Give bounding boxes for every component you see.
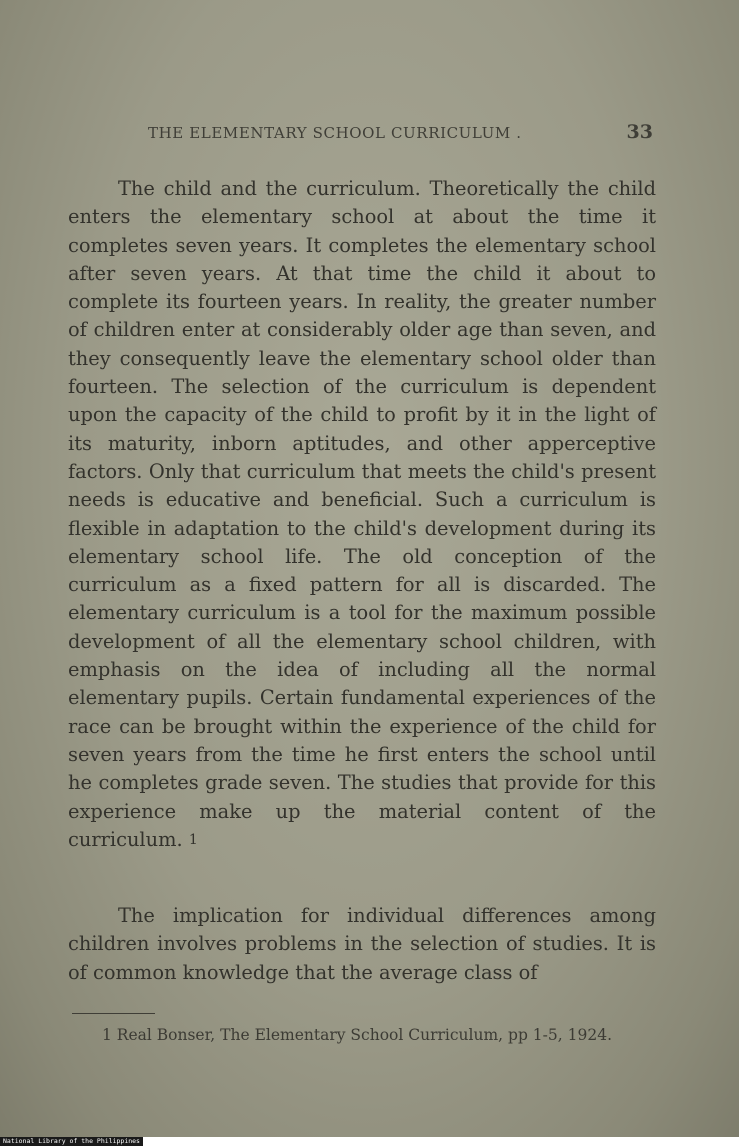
paragraph-1-text: The child and the curriculum. Theoretically the child enters the elementary school at about the time it completes seven years. It completes the elementary school after seven years. At that time the child it about to complete its fourteen years. In reality, the greater number of children enter at considerably older age than seven, and they consequently leave the elementary school older than fourteen. The selection of the curriculum is dependent upon the capacity of the child to profit by it in the light of its maturity, inborn aptitudes, and other apperceptive factors. Only that curriculum that meets the child's present needs is educative and beneficial. Such a curriculum is flexible in adaptation to the child's development during its elementary school life. The old conception of the curriculum as a fixed pattern for all is discarded. The elementary curriculum is a tool for the maximum possible development of all the elementary school children, with emphasis on the idea of including all the normal elementary pupils. Certain fundamental experiences of the race can be brought within the experience of the child for seven years from the time he first enters the school until he completes grade seven. The studies that provide for this experience make up the material content of the curriculum. — [68, 177, 656, 851]
body-paragraph-1 — [68, 175, 656, 854]
footnote-rule — [72, 1013, 155, 1014]
page-number: 33 — [626, 121, 653, 143]
running-title: THE ELEMENTARY SCHOOL CURRICULUM . — [148, 124, 522, 142]
footnote: 1 Real Bonser, The Elementary School Curriculum, pp 1-5, 1924. — [102, 1026, 612, 1044]
library-stamp: National Library of the Philippines — [0, 1137, 143, 1146]
body-paragraph-2: The implication for individual differences among children involves problems in the selection of studies. It is of common knowledge that the average class of — [68, 904, 656, 984]
footnote-reference: 1 — [188, 831, 198, 848]
running-header — [148, 121, 653, 147]
